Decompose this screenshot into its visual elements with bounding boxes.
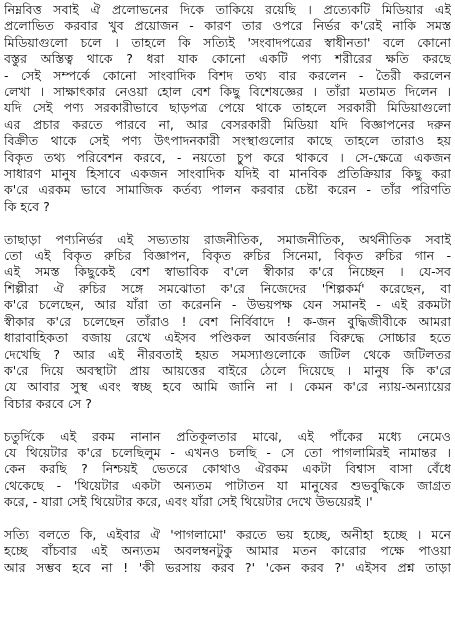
paragraph-gap — [4, 215, 451, 231]
text-line: তো এই বিকৃত রুচির বিজ্ঞাপন, বিকৃত রুচির সিনেমা, বিকৃত রুচির গান - — [4, 248, 451, 264]
text-line: সত্যি বলতে কি, এইবার ঐ 'পাগলামো' করতে ভয় হচ্ছে, অনীহা হচ্ছে । মনে — [4, 526, 451, 542]
text-line: সাধারণ মানুষ হিসাবে একজন সাংবাদিক যদিই বা মানবিক প্রতিক্রিয়ার কিছু করা — [4, 166, 451, 182]
text-line: আর সম্ভব হবে না ! 'কী ভরসায় করব ?' 'কেন করব ?' এইসব প্রশ্ন তাড়া — [4, 559, 451, 575]
text-line: কি হবে ? — [4, 198, 50, 214]
text-line: এই সমস্ত কিছুকেই বেশ স্বাভাবিক ব'লে স্বীকার ক'রে নিচ্ছেন । যে-সব — [4, 264, 451, 280]
text-line: ধারাবাহিকতা বজায় রেখে এইসব পণ্ডিকল আবর্জনার বিরুদ্ধে সোচ্চার হতে — [4, 330, 451, 346]
text-line: বিকৃত তথ্য পরিবেশন করবে, - নয়তো চুপ করে থাকবে । সে-ক্ষেত্রে একজন — [4, 149, 451, 165]
text-line: শিল্পীরা ঐ রুচির সঙ্গে সমঝোতা ক'রে নিজেদের 'শিল্পকর্ম' করেছেন, বা — [4, 280, 451, 296]
text-line: তাছাড়া পণ্যনির্ভর এই সভ্যতায় রাজনীতিক, সমাজনীতিক, অর্থনীতিক সবাই — [4, 231, 451, 247]
text-line: বিক্রীত থাকে সেই পণ্য উৎপাদনকারী সংস্থাগুলোর কাছে তাহলে তারাও হয় — [4, 133, 451, 149]
text-line: প্রলোভিত করবার খুব প্রয়োজন - কারণ তার ওপরে নির্ভর ক'রেই নাকি সমস্ত — [4, 18, 451, 34]
text-line: ক'রে চলেছেন, আর যাঁরা তা করেননি - উভয়পক্ষ যেন সমানই - এই রকমটা — [4, 297, 451, 313]
text-line: ক'রে দিয়ে অবস্থাটা প্রায় আয়ত্তের বাইরে ঠেলে দিয়েছে । মানুষ কি ক'রে — [4, 362, 451, 378]
text-line: বস্তুর অস্তিত্ব থাকে ? ধরা যাক কোনো একটি পণ্য শরীরের ক্ষতি করছে — [4, 51, 451, 67]
text-line: - সেই সম্পর্কে কোনো সাংবাদিক বিশদ তথ্য বার করলেন - তৈরী করলেন — [4, 67, 451, 83]
text-line: ক'রে এরকম ভাবে সামাজিক কর্তব্য পালন করবার চেষ্টা করেন - তাঁর পরিণতি — [4, 182, 451, 198]
paragraph — [4, 429, 451, 511]
text-line: কেন করছি ? নিশ্চয়ই ভেতরে কোথাও ঐরকম একটা বিশ্বাস বাসা বেঁধে — [4, 461, 451, 477]
text-line: করে, - যারা সেই থিয়েটার করে, এবং যাঁরা সেই থিয়েটার দেখে উভয়েরই ।' — [4, 494, 373, 510]
paragraph-gap — [4, 511, 451, 527]
text-line: এর প্রচার করতে পারবে না, আর বেসরকারী মিডিয়া যদি বিজ্ঞাপনের দরুন — [4, 116, 451, 132]
text-line: দেখেছি ? আর এই নীরবতাই হয়ত সমস্যাগুলোকে জটিল থেকে জটিলতর — [4, 346, 451, 362]
text-line: মিডিয়াগুলো চলে । তাহলে কি সত্যিই 'সংবাদপত্রের স্বাধীনতা' বলে কোনো — [4, 34, 451, 50]
text-line: যে আবার সুস্থ এবং স্বচ্ছ হবে আমি জানি না । কেমন ক'রে ন্যায়-অন্যায়ের — [4, 379, 451, 395]
text-line: স্বীকার ক'রে চলেছেন তাঁরাও ! বেশ নির্বিবাদে ! ক-জন বুদ্ধিজীবীকে আমরা — [4, 313, 451, 329]
text-line: বিচার করবে সে ? — [4, 395, 92, 411]
text-line: যদি সেই পণ্য সরকারীভাবে ছাড়পত্র পেয়ে থাকে তাহলে সরকারী মিডিয়াগুলো — [4, 100, 451, 116]
text-line: হচ্ছে বাঁচবার এই অন্যতম অবলম্বনটুকু আমার মতন কারোর পক্ষে পাওয়া — [4, 543, 451, 559]
text-line: লেখা । সাক্ষাৎকার নেওয়া হোল বেশ কিছু বিশেষজ্ঞের । তাঁরা মতামত দিলেন । — [4, 84, 451, 100]
paragraph-gap — [4, 412, 451, 428]
paragraph — [4, 2, 451, 215]
paragraph — [4, 527, 451, 576]
paragraph — [4, 232, 451, 412]
text-line: চতুর্দিকে এই রকম নানান প্রতিকূলতার মাঝে, এই পাঁকের মধ্যে নেমেও — [4, 428, 451, 444]
text-line: নিম্নবিত্ত সবাই ঐ প্রলোভনের দিকে তাকিয়ে রয়েছি । প্রত্যেকটি মিডিয়ার এই — [4, 2, 451, 17]
text-line: যে থিয়েটার ক'রে চলেছিলুম - এখনও চলছি - সে তো পাগলামিরই নামান্তর । — [4, 444, 451, 460]
text-line: থেকেছে - 'থিয়েটার একটা অন্যতম পাটাতন যা মানুষের শুভবুদ্ধিকে জাগ্রত — [4, 477, 451, 493]
